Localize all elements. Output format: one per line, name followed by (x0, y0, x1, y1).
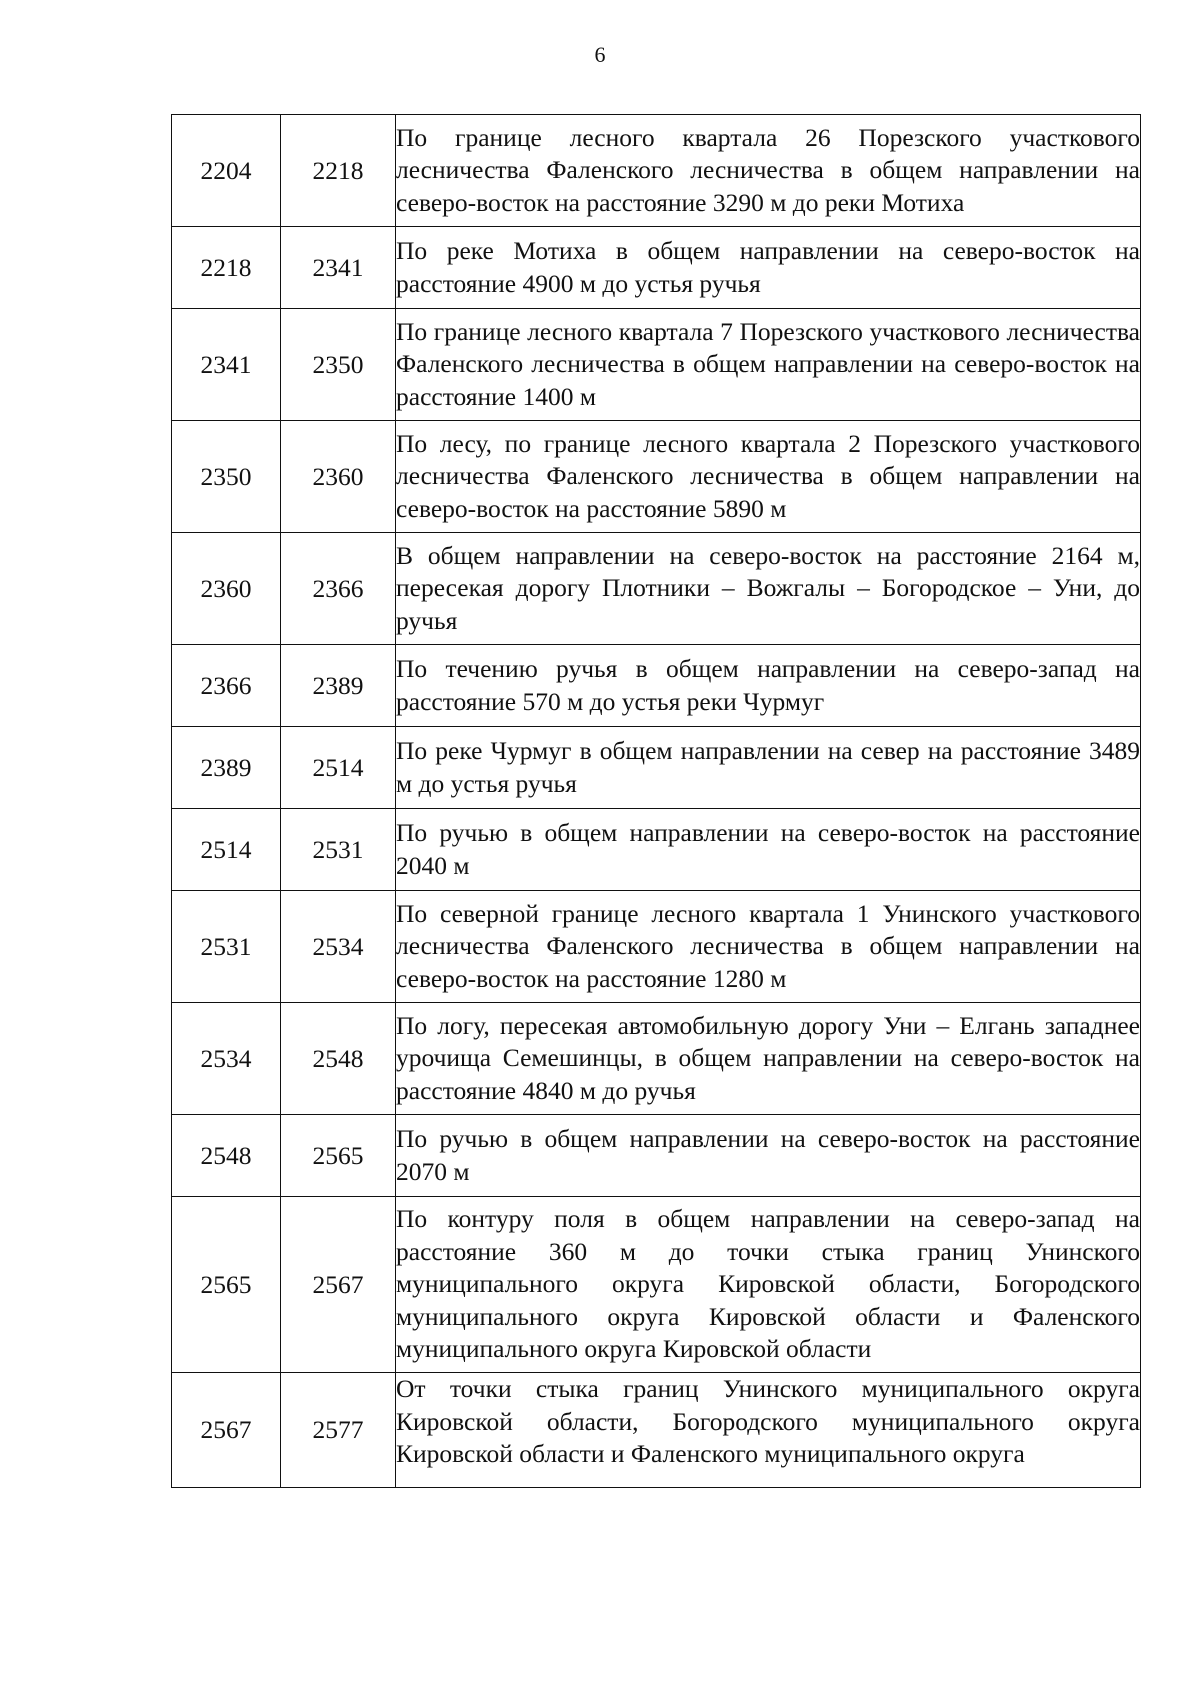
table-row (172, 1003, 1141, 1115)
from-point: 2341 (172, 309, 281, 421)
table-row (172, 645, 1141, 727)
to-point: 2218 (281, 115, 396, 227)
from-point: 2389 (172, 727, 281, 809)
boundary-description: По контуру поля в общем направлении на северо-запад на расстояние 360 м до точки стыка границ Унинского муниципального округа Кировской области, Богородского муниципального округа Кировской области и Фаленского муниципального округа Кировской области (396, 1197, 1141, 1373)
table-row (172, 533, 1141, 645)
from-point: 2548 (172, 1115, 281, 1197)
boundary-table (171, 114, 1141, 1488)
table-row (172, 1115, 1141, 1197)
boundary-description: От точки стыка границ Унинского муниципального округа Кировской области, Богородского муниципального округа Кировской области и Фаленского муниципального округа (396, 1373, 1141, 1488)
table-row (172, 115, 1141, 227)
boundary-description: По логу, пересекая автомобильную дорогу Уни – Елгань западнее урочища Семешинцы, в общем направлении на северо-восток на расстояние 4840 м до ручья (396, 1003, 1141, 1115)
boundary-description: В общем направлении на северо-восток на расстояние 2164 м, пересекая дорогу Плотники – Вожгалы – Богородское – Уни, до ручья (396, 533, 1141, 645)
to-point: 2531 (281, 809, 396, 891)
boundary-description: По лесу, по границе лесного квартала 2 Порезского участкового лесничества Фаленского лесничества в общем направлении на северо-восток на расстояние 5890 м (396, 421, 1141, 533)
to-point: 2577 (281, 1373, 396, 1488)
boundary-description: По ручью в общем направлении на северо-восток на расстояние 2040 м (396, 809, 1141, 891)
to-point: 2548 (281, 1003, 396, 1115)
from-point: 2350 (172, 421, 281, 533)
to-point: 2350 (281, 309, 396, 421)
to-point: 2360 (281, 421, 396, 533)
table-row (172, 1373, 1141, 1488)
table-row (172, 421, 1141, 533)
page-number: 6 (594, 42, 606, 67)
to-point: 2389 (281, 645, 396, 727)
from-point: 2565 (172, 1197, 281, 1373)
table-row (172, 891, 1141, 1003)
from-point: 2366 (172, 645, 281, 727)
boundary-description: По северной границе лесного квартала 1 Унинского участкового лесничества Фаленского лесничества в общем направлении на северо-восток на расстояние 1280 м (396, 891, 1141, 1003)
table-row (172, 809, 1141, 891)
boundary-description: По течению ручья в общем направлении на северо-запад на расстояние 570 м до устья реки Чурмуг (396, 645, 1141, 727)
table-row (172, 227, 1141, 309)
to-point: 2565 (281, 1115, 396, 1197)
boundary-description: По реке Мотиха в общем направлении на северо-восток на расстояние 4900 м до устья ручья (396, 227, 1141, 309)
from-point: 2218 (172, 227, 281, 309)
to-point: 2341 (281, 227, 396, 309)
from-point: 2567 (172, 1373, 281, 1488)
from-point: 2360 (172, 533, 281, 645)
from-point: 2534 (172, 1003, 281, 1115)
boundary-description: По реке Чурмуг в общем направлении на север на расстояние 3489 м до устья ручья (396, 727, 1141, 809)
to-point: 2514 (281, 727, 396, 809)
table-row (172, 309, 1141, 421)
boundary-description: По границе лесного квартала 26 Порезского участкового лесничества Фаленского лесничества в общем направлении на северо-восток на расстояние 3290 м до реки Мотиха (396, 115, 1141, 227)
to-point: 2534 (281, 891, 396, 1003)
to-point: 2567 (281, 1197, 396, 1373)
from-point: 2204 (172, 115, 281, 227)
boundary-description: По ручью в общем направлении на северо-восток на расстояние 2070 м (396, 1115, 1141, 1197)
from-point: 2514 (172, 809, 281, 891)
boundary-description: По границе лесного квартала 7 Порезского участкового лесничества Фаленского лесничества в общем направлении на северо-восток на расстояние 1400 м (396, 309, 1141, 421)
to-point: 2366 (281, 533, 396, 645)
table-row (172, 727, 1141, 809)
table-row (172, 1197, 1141, 1373)
from-point: 2531 (172, 891, 281, 1003)
